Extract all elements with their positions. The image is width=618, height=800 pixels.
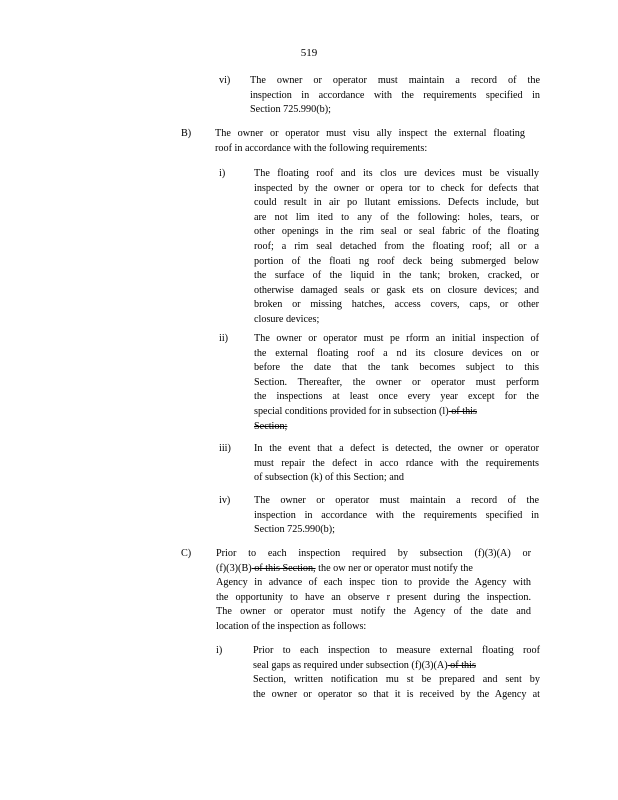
paragraph-text	[254, 494, 539, 538]
paragraph-text	[216, 547, 531, 635]
paragraph-label: ii)	[219, 333, 229, 344]
text-line: seal gaps as required under subsection (f)(3)(A) of this	[253, 659, 476, 671]
text-line: Agency in advance of each inspec tion to provide the Agency with	[216, 577, 531, 589]
text-line: The owner or operator must maintain a record of the	[254, 495, 539, 506]
paragraph-label: iii)	[219, 443, 231, 454]
text-line: special conditions provided for in subsection (l) of this	[254, 405, 477, 417]
text-line: roof; a rim seal detached from the floating roof; all or a	[254, 240, 539, 252]
text-line: The owner or operator must pe rform an initial inspection of	[254, 333, 539, 344]
text-line: broken or missing hatches, access covers, caps, or other	[254, 299, 539, 311]
struck-text: of this	[447, 659, 476, 671]
text-line: (f)(3)(B) of this Section, the ow ner or operator must notify the	[216, 562, 473, 574]
page-number: 519	[300, 47, 318, 59]
text-line: the external floating roof a nd its closure devices on or	[254, 347, 539, 359]
text-line: before the date that the tank becomes subject to this	[254, 362, 539, 374]
struck-text: of this	[448, 405, 477, 417]
text-line: could result in air po llutant emissions. Defects include, but	[254, 197, 539, 209]
paragraph-label: iv)	[219, 495, 231, 506]
text-line: closure devices;	[254, 313, 320, 325]
text-line: roof in accordance with the following requirements:	[215, 142, 428, 154]
text-line: Section 725.990(b);	[250, 104, 331, 116]
text-line: the inspections at least once every year except for the	[254, 391, 539, 403]
paragraph-label: i)	[219, 168, 226, 179]
text-line: portion of the floati ng roof deck being submerged below	[254, 255, 539, 267]
paragraph-text	[253, 644, 540, 702]
text-line: must repair the defect in acco rdance with the requirements	[254, 457, 539, 469]
paragraph-text	[215, 127, 525, 156]
text-line: of subsection (k) of this Section; and	[254, 472, 404, 484]
paragraph-label: C)	[181, 548, 192, 559]
text-line: other openings in the rim seal or seal fabric of the floating	[254, 226, 539, 238]
paragraph-text	[254, 167, 539, 328]
text-line: the surface of the liquid in the tank; broken, cracked, or	[254, 270, 539, 282]
struck-text: Section;	[254, 420, 288, 432]
text-line: inspected by the owner or opera tor to check for defects that	[254, 182, 539, 194]
text-line: In the event that a defect is detected, the owner or operator	[254, 443, 539, 454]
text-line	[254, 420, 539, 435]
text-line: Section 725.990(b);	[254, 524, 335, 536]
text-line: The owner or operator must maintain a record of the	[250, 75, 540, 86]
text-line: Section, written notification mu st be prepared and sent by	[253, 674, 540, 686]
text-line: Prior to each inspection required by subsection (f)(3)(A) or	[216, 548, 531, 559]
text-line: The floating roof and its clos ure devices must be visually	[254, 168, 539, 179]
text-line: location of the inspection as follows:	[216, 620, 367, 632]
text-line: otherwise damaged seals or gask ets on closure devices; and	[254, 284, 539, 296]
text-line: inspection in accordance with the requirements specified in	[254, 509, 539, 521]
text-line: the opportunity to have an observe r present during the inspection.	[216, 591, 531, 603]
text-line: The owner or operator must visu ally inspect the external floating	[215, 128, 525, 139]
text-line: Section. Thereafter, the owner or operator must perform	[254, 376, 539, 388]
paragraph-text	[254, 442, 539, 486]
text-line: The owner or operator must notify the Agency of the date and	[216, 606, 531, 618]
struck-text: of this Section,	[251, 562, 316, 574]
text-line: Prior to each inspection to measure external floating roof	[253, 645, 540, 656]
paragraph-label: i)	[216, 645, 223, 656]
paragraph-label: B)	[181, 128, 192, 139]
text-line: the owner or operator so that it is received by the Agency at	[253, 688, 540, 700]
paragraph-label: vi)	[219, 75, 231, 86]
text-line: are not lim ited to any of the following: holes, tears, or	[254, 211, 539, 223]
text-line: inspection in accordance with the requirements specified in	[250, 89, 540, 101]
paragraph-text	[254, 332, 539, 434]
paragraph-text	[250, 74, 540, 118]
